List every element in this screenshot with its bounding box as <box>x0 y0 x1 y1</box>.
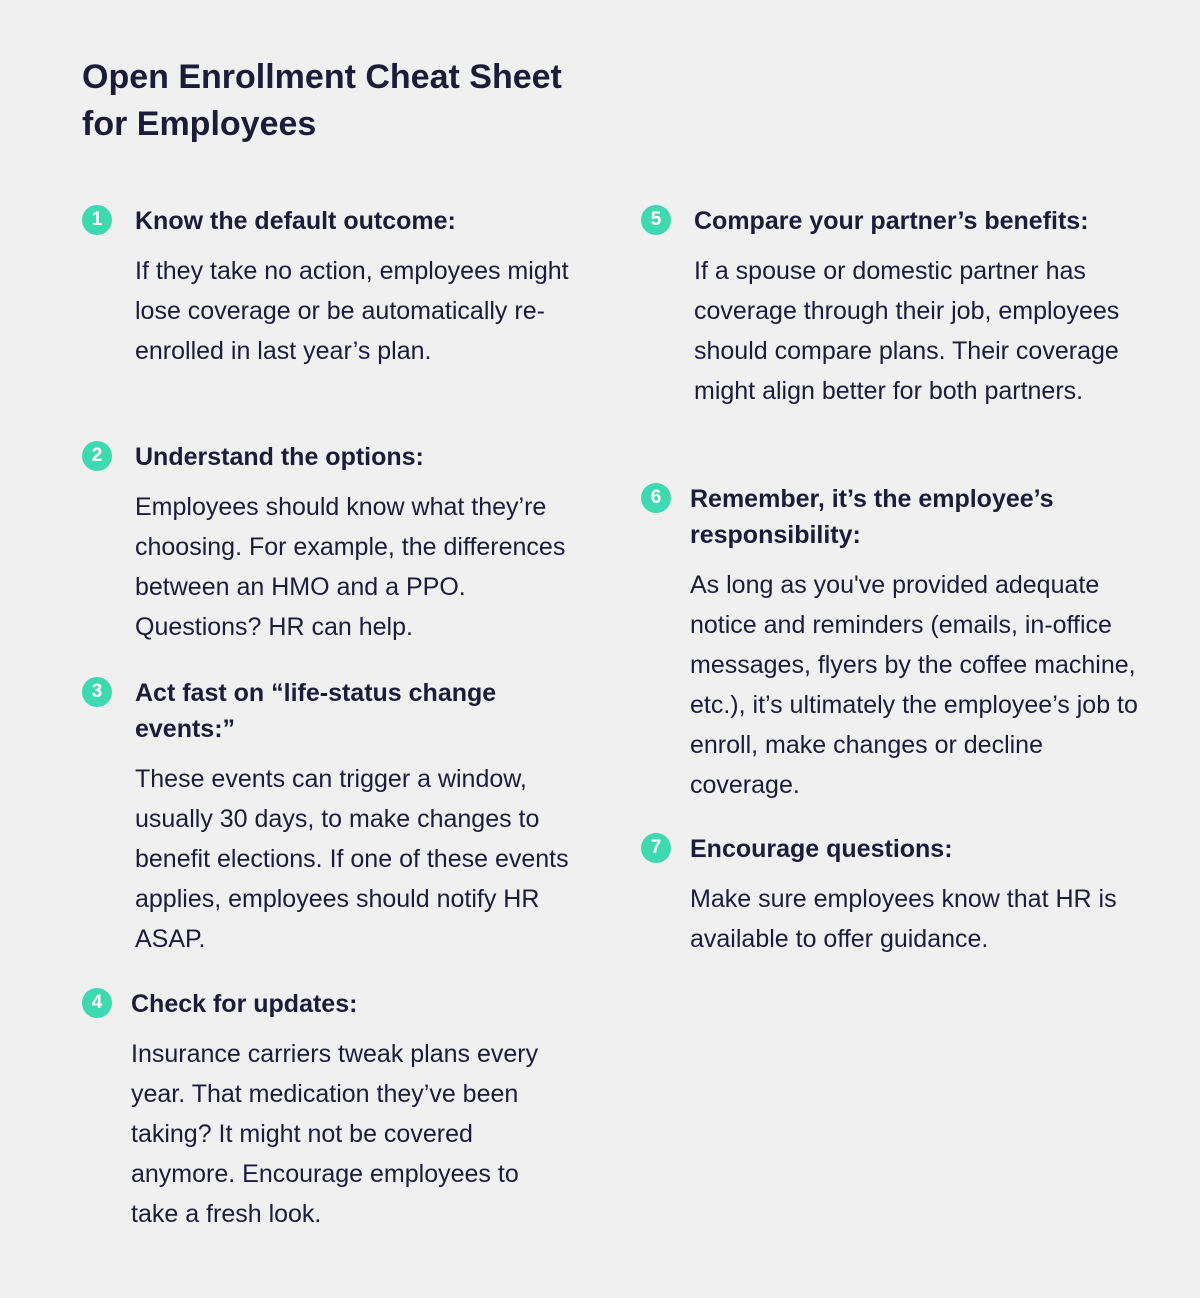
number-badge: 7 <box>641 833 671 863</box>
item-body: If a spouse or domestic partner has coverage through their job, employees should compare plans. Their coverage might align better for both partners. <box>694 257 1120 405</box>
number-badge: 6 <box>641 483 671 513</box>
list-item <box>82 675 572 959</box>
item-body: As long as you've provided adequate notice and reminders (emails, in-office messages, flyers by the coffee machine, etc.), it’s ultimately the employee’s job to enroll, make changes or decline coverage. <box>690 571 1138 799</box>
item-body: Insurance carriers tweak plans every year. That medication they’ve been taking? It might not be covered anymore. Encourage employees to take a fresh look. <box>131 1040 539 1228</box>
list-item <box>641 203 1141 411</box>
number-badge: 1 <box>82 205 112 235</box>
item-heading: Encourage questions: <box>690 835 953 863</box>
item-body: Make sure employees know that HR is available to offer guidance. <box>690 885 1117 953</box>
number-badge: 2 <box>82 441 112 471</box>
item-body: These events can trigger a window, usually 30 days, to make changes to benefit elections. If one of these events applies, employees should notify HR ASAP. <box>135 765 569 953</box>
item-heading: Compare your partner’s benefits: <box>694 207 1089 235</box>
item-heading: Know the default outcome: <box>135 207 456 235</box>
item-body: If they take no action, employees might lose coverage or be automatically re-enrolled in last year’s plan. <box>135 257 569 365</box>
number-badge: 4 <box>82 988 112 1018</box>
number-badge: 5 <box>641 205 671 235</box>
number-badge: 3 <box>82 677 112 707</box>
page-title: Open Enrollment Cheat Sheet for Employees <box>82 58 562 143</box>
list-item <box>82 986 572 1234</box>
list-item <box>641 831 1141 959</box>
item-heading: Check for updates: <box>131 990 358 1018</box>
item-heading: Understand the options: <box>135 443 424 471</box>
item-heading: Act fast on “life-status change events:” <box>135 679 497 743</box>
list-item <box>82 439 572 647</box>
item-heading: Remember, it’s the employee’s responsibility: <box>690 485 1054 549</box>
list-item <box>82 203 572 371</box>
list-item <box>641 481 1141 805</box>
item-body: Employees should know what they’re choosing. For example, the differences between an HMO and a PPO. Questions? HR can help. <box>135 493 566 641</box>
